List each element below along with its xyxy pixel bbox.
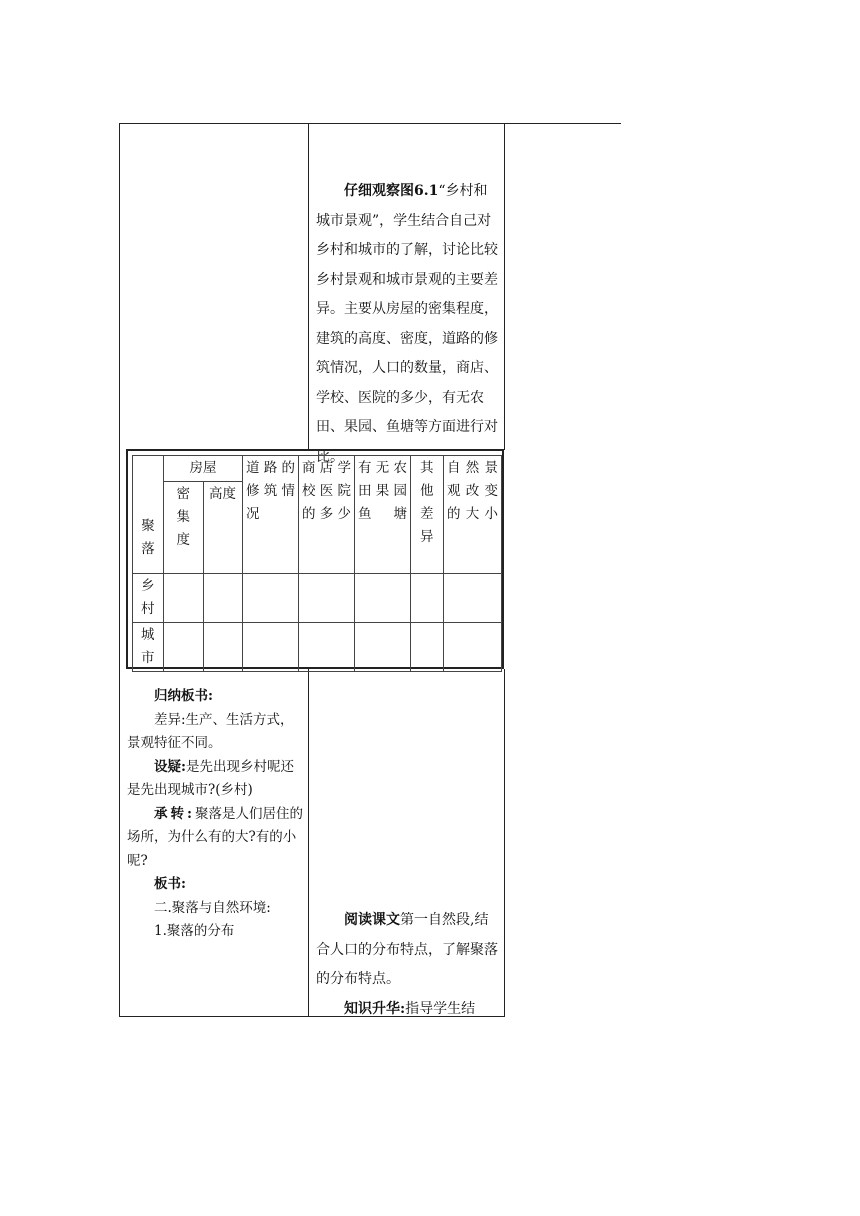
reading-text: 第一自然段,结合人口的分布特点，了解聚落的分布特点。	[316, 912, 498, 987]
column-divider-2-upper	[504, 123, 505, 450]
comparison-table-frame	[126, 449, 504, 669]
board-notes	[127, 685, 303, 944]
column-divider-2-lower	[504, 669, 505, 1017]
table-left-border	[119, 123, 120, 1017]
reading-label: 阅读课文	[344, 912, 400, 928]
board-label: 板书:	[154, 876, 186, 892]
upgrade-label: 知识升华:	[344, 1000, 406, 1017]
board-line-2: 1.聚落的分布	[154, 923, 235, 939]
figure-reference: 6.1	[414, 183, 439, 199]
upgrade-text: 指导学生结	[405, 1000, 476, 1017]
reading-activity	[316, 906, 498, 1024]
corner-header: 聚落	[133, 456, 164, 574]
summary-label: 归纳板书:	[154, 688, 213, 704]
column-divider-1-upper	[308, 123, 309, 450]
observation-activity	[316, 177, 498, 472]
board-line-1: 二.聚落与自然环境:	[154, 899, 271, 916]
question-text: 是先出现乡村呢还是先出现城市?(乡村)	[127, 758, 294, 798]
transition-label: 承转:	[154, 805, 195, 822]
header-facilities: 商店学校医院的多少	[299, 456, 355, 574]
house-density-header: 密集度	[164, 482, 204, 574]
row-label-urban: 城市	[133, 623, 164, 672]
house-group-header: 房屋	[164, 456, 243, 482]
header-landscape-change: 自然景观改变的大小	[444, 456, 502, 574]
table-row	[133, 623, 502, 672]
table-top-border	[119, 123, 621, 124]
difference-text: 差异:生产、生活方式，景观特征不同。	[127, 711, 294, 751]
header-other: 其他差异	[411, 456, 444, 574]
comparison-table	[132, 455, 502, 672]
transition-text: 聚落是人们居住的场所，为什么有的大?有的小呢?	[127, 805, 303, 869]
question-label: 设疑:	[154, 758, 186, 775]
observation-text: “乡村和城市景观”，学生结合自己对乡村和城市的了解，讨论比较乡村景观和城市景观的主要差异。主要从房屋的密集程度，建筑的高度、密度，道路的修筑情况，人口的数量，商店、学校、医院的多少，有无农田、果园、鱼塘等方面进行对比。	[316, 183, 498, 465]
observation-lead: 仔细观察图	[344, 183, 414, 199]
table-row	[133, 574, 502, 623]
header-roads: 道路的修筑情况	[243, 456, 299, 574]
header-farmland: 有无农田果园鱼塘	[355, 456, 411, 574]
house-height-header: 高度	[204, 482, 243, 574]
column-divider-1-lower	[308, 669, 309, 1017]
row-label-rural: 乡村	[133, 574, 164, 623]
